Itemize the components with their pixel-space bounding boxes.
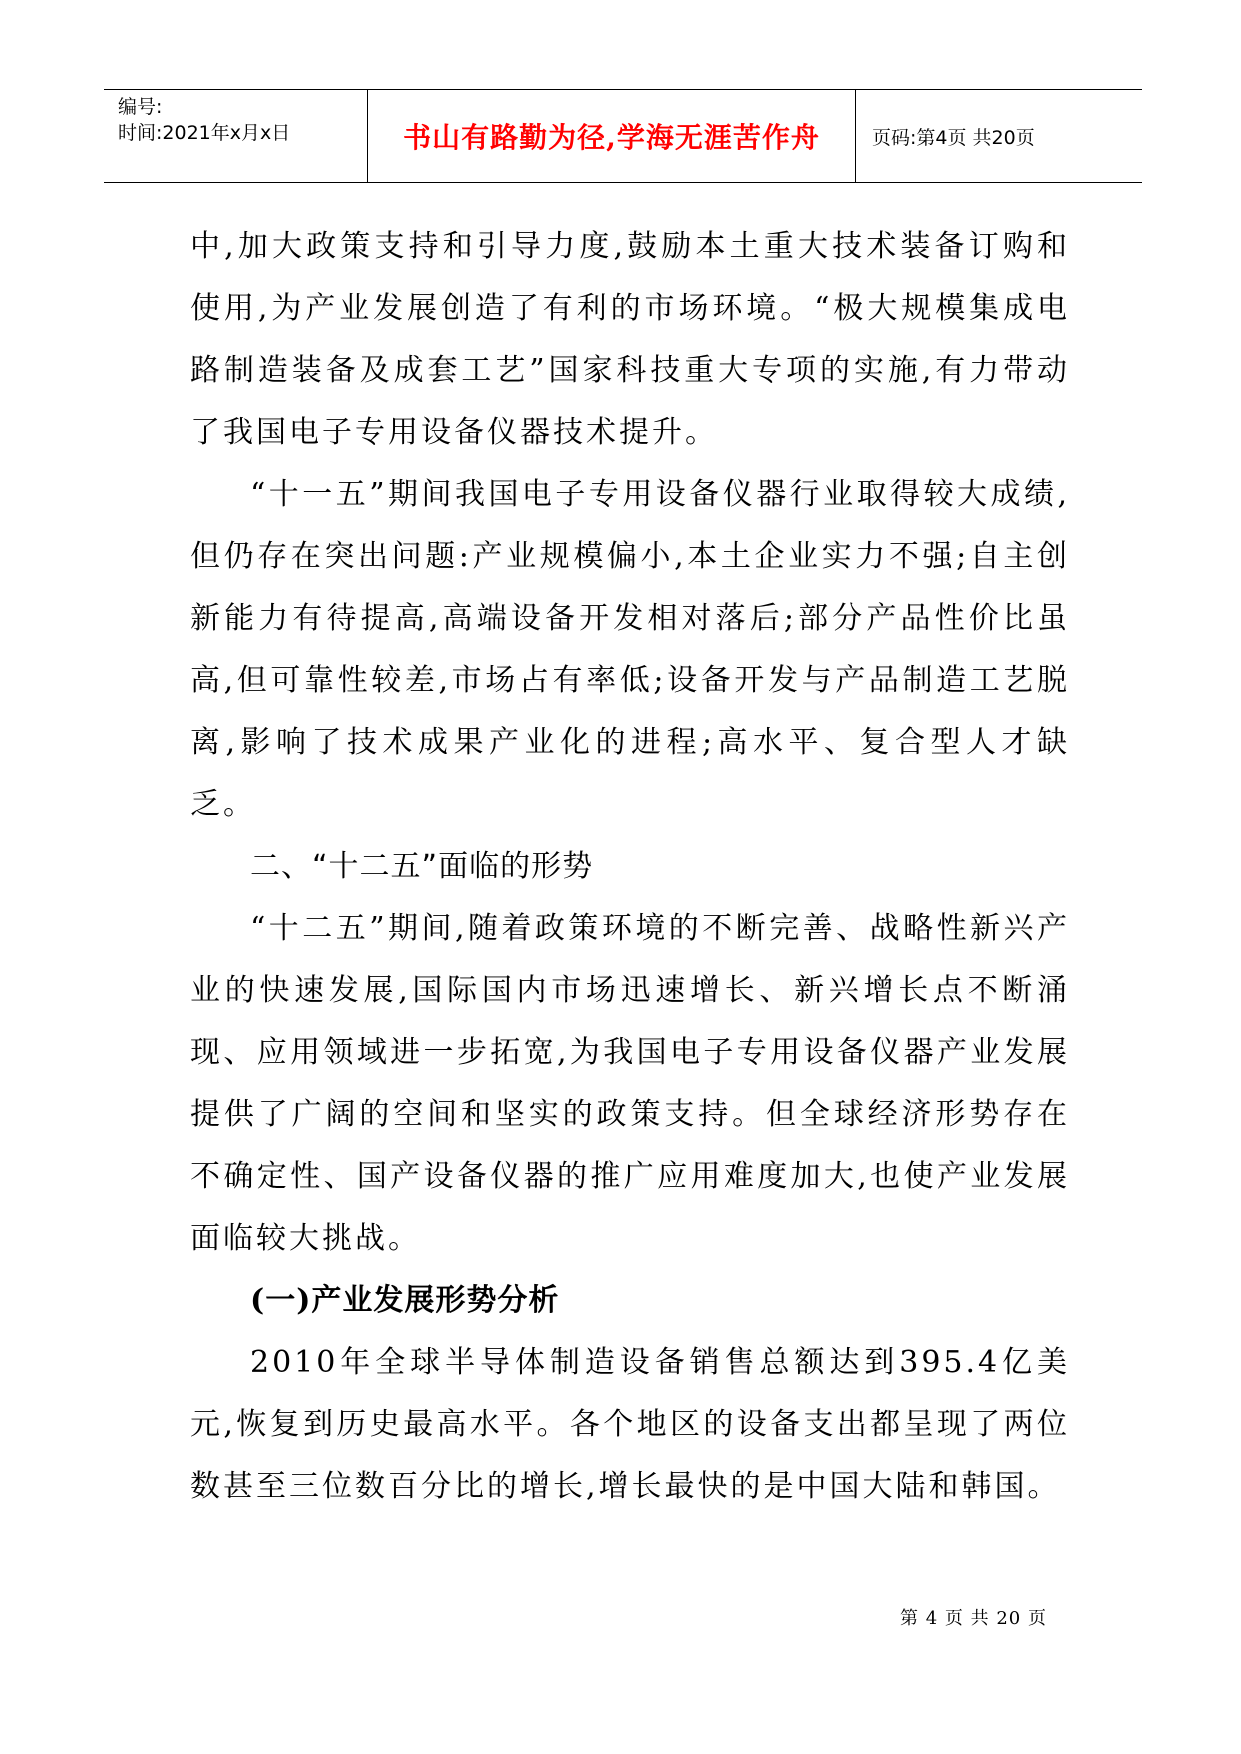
section-heading-2: 二、“十二五”面临的形势 [250,849,594,884]
paragraph-2: “十一五”期间我国电子专用设备仪器行业取得较大成绩,但仍存在突出问题:产业规模偏小,本土企业实力不强;自主创新能力有待提高,高端设备开发相对落后;部分产品性价比虽高,但可靠性较差,市场占有率低;设备开发与产品制造工艺脱离,影响了技术成果产业化的进程;高水平、复合型人才缺乏。 [190,477,1070,822]
header-meta [104,90,368,182]
header-motto: 书山有路勤为径,学海无涯苦作舟 [368,90,856,182]
page-footer: 第 4 页 共 20 页 [900,1608,1047,1629]
header-time-label: 时间:2021年x月x日 [118,122,291,144]
page-header [104,89,1142,183]
document-body [190,216,1070,1518]
subsection-heading-1: (一)产业发展形势分析 [250,1283,560,1318]
paragraph-3: “十二五”期间,随着政策环境的不断完善、战略性新兴产业的快速发展,国际国内市场迅速增长、新兴增长点不断涌现、应用领域进一步拓宽,为我国电子专用设备仪器产业发展提供了广阔的空间和坚实的政策支持。但全球经济形势存在不确定性、国产设备仪器的推广应用难度加大,也使产业发展面临较大挑战。 [190,911,1070,1256]
header-number-label: 编号: [118,96,163,118]
header-page-info: 页码:第4页 共20页 [872,126,1035,149]
paragraph-1: 中,加大政策支持和引导力度,鼓励本土重大技术装备订购和使用,为产业发展创造了有利的市场环境。“极大规模集成电路制造装备及成套工艺”国家科技重大专项的实施,有力带动了我国电子专用设备仪器技术提升。 [190,229,1070,450]
paragraph-4: 2010年全球半导体制造设备销售总额达到395.4亿美元,恢复到历史最高水平。各个地区的设备支出都呈现了两位数甚至三位数百分比的增长,增长最快的是中国大陆和韩国。 [190,1345,1070,1504]
